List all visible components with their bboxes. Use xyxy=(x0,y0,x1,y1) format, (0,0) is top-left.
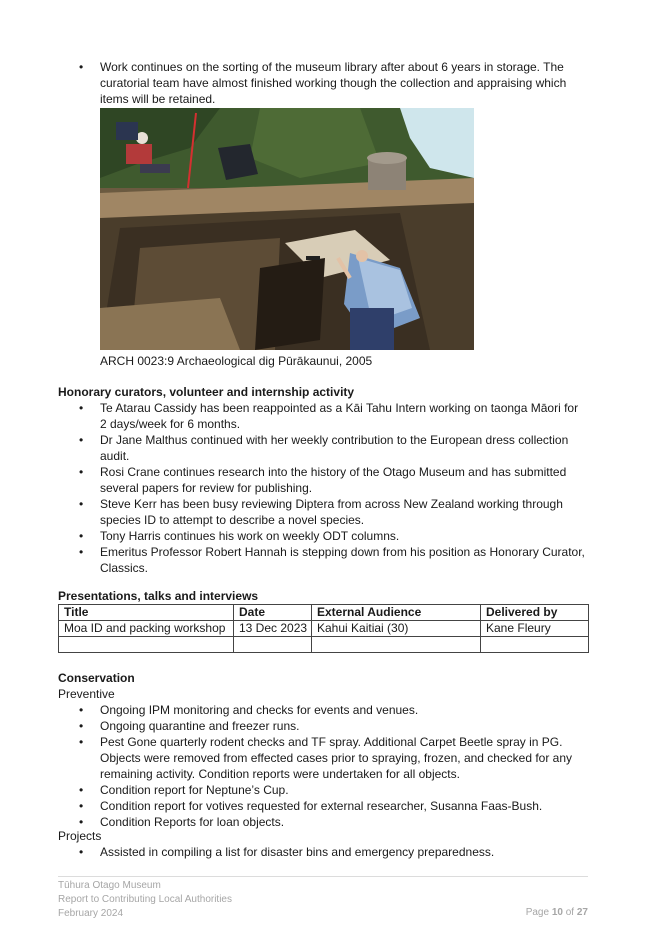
list-item: • Dr Jane Malthus continued with her weekly contribution to the European dress collection audit. xyxy=(58,432,586,464)
library-bullet-list xyxy=(58,59,578,107)
conservation-heading: Conservation xyxy=(58,671,135,685)
table-cell: 13 Dec 2023 xyxy=(234,621,312,637)
list-item: • Condition report for votives requested for external researcher, Susanna Faas-Bush. xyxy=(58,798,586,814)
page-of: of xyxy=(565,907,575,918)
list-item: • Steve Kerr has been busy reviewing Diptera from across New Zealand working through species ID to attempt to describe a novel species. xyxy=(58,496,586,528)
presentations-heading: Presentations, talks and interviews xyxy=(58,589,259,603)
list-item: • Rosi Crane continues research into the history of the Otago Museum and has submitted several papers for review for publishing. xyxy=(58,464,586,496)
projects-list xyxy=(58,844,586,860)
column-header: Delivered by xyxy=(481,605,589,621)
table-row xyxy=(59,621,589,637)
page-number xyxy=(526,907,588,918)
list-item: • Condition Reports for loan objects. xyxy=(58,814,586,830)
presentations-table xyxy=(58,604,589,653)
table-cell xyxy=(312,637,481,653)
table-cell: Moa ID and packing workshop xyxy=(59,621,234,637)
table-cell xyxy=(481,637,589,653)
list-item: • Ongoing quarantine and freezer runs. xyxy=(58,718,586,734)
preventive-list xyxy=(58,702,586,830)
column-header: Title xyxy=(59,605,234,621)
table-cell xyxy=(234,637,312,653)
page-label: Page xyxy=(525,907,550,918)
list-item: • Te Atarau Cassidy has been reappointed as a Kāi Tahu Intern working on taonga Māori for 2 days/week for 6 months. xyxy=(58,400,586,432)
list-item: • Emeritus Professor Robert Hannah is stepping down from his position as Honorary Curator, Classics. xyxy=(58,544,586,576)
footer-date: February 2024 xyxy=(58,908,124,919)
list-item: • Pest Gone quarterly rodent checks and TF spray. Additional Carpet Beetle spray in PG. Objects were removed from effected cases prior to spraying, frozen, and checked for any remaining activity. Condition reports were undertaken for all objects. xyxy=(58,734,586,782)
footer-org: Tūhura Otago Museum xyxy=(58,880,161,891)
preventive-label: Preventive xyxy=(58,687,115,701)
list-item: • Work continues on the sorting of the museum library after about 6 years in storage. The curatorial team have almost finished working though the collection and appraising which items will be retained. xyxy=(58,59,578,107)
footer-report: Report to Contributing Local Authorities xyxy=(58,894,232,905)
table-cell xyxy=(59,637,234,653)
dig-photo-illustration xyxy=(100,108,474,350)
projects-label: Projects xyxy=(58,829,102,843)
list-item: • Ongoing IPM monitoring and checks for events and venues. xyxy=(58,702,586,718)
column-header: External Audience xyxy=(312,605,481,621)
photo-caption: ARCH 0023:9 Archaeological dig Pūrākaunui, 2005 xyxy=(100,354,373,368)
page-current: 10 xyxy=(551,907,563,918)
table-cell: Kane Fleury xyxy=(481,621,589,637)
list-item: • Assisted in compiling a list for disaster bins and emergency preparedness. xyxy=(58,844,586,860)
table-row xyxy=(59,637,589,653)
page-total: 27 xyxy=(576,907,588,918)
honorary-heading: Honorary curators, volunteer and internship activity xyxy=(58,385,355,399)
page-footer xyxy=(58,876,588,921)
list-item: • Tony Harris continues his work on weekly ODT columns. xyxy=(58,528,586,544)
list-item: • Condition report for Neptune’s Cup. xyxy=(58,782,586,798)
column-header: Date xyxy=(234,605,312,621)
archaeological-dig-photo xyxy=(100,108,474,350)
table-header-row xyxy=(59,605,589,621)
honorary-list xyxy=(58,400,586,576)
table-cell: Kahui Kaitiai (30) xyxy=(312,621,481,637)
